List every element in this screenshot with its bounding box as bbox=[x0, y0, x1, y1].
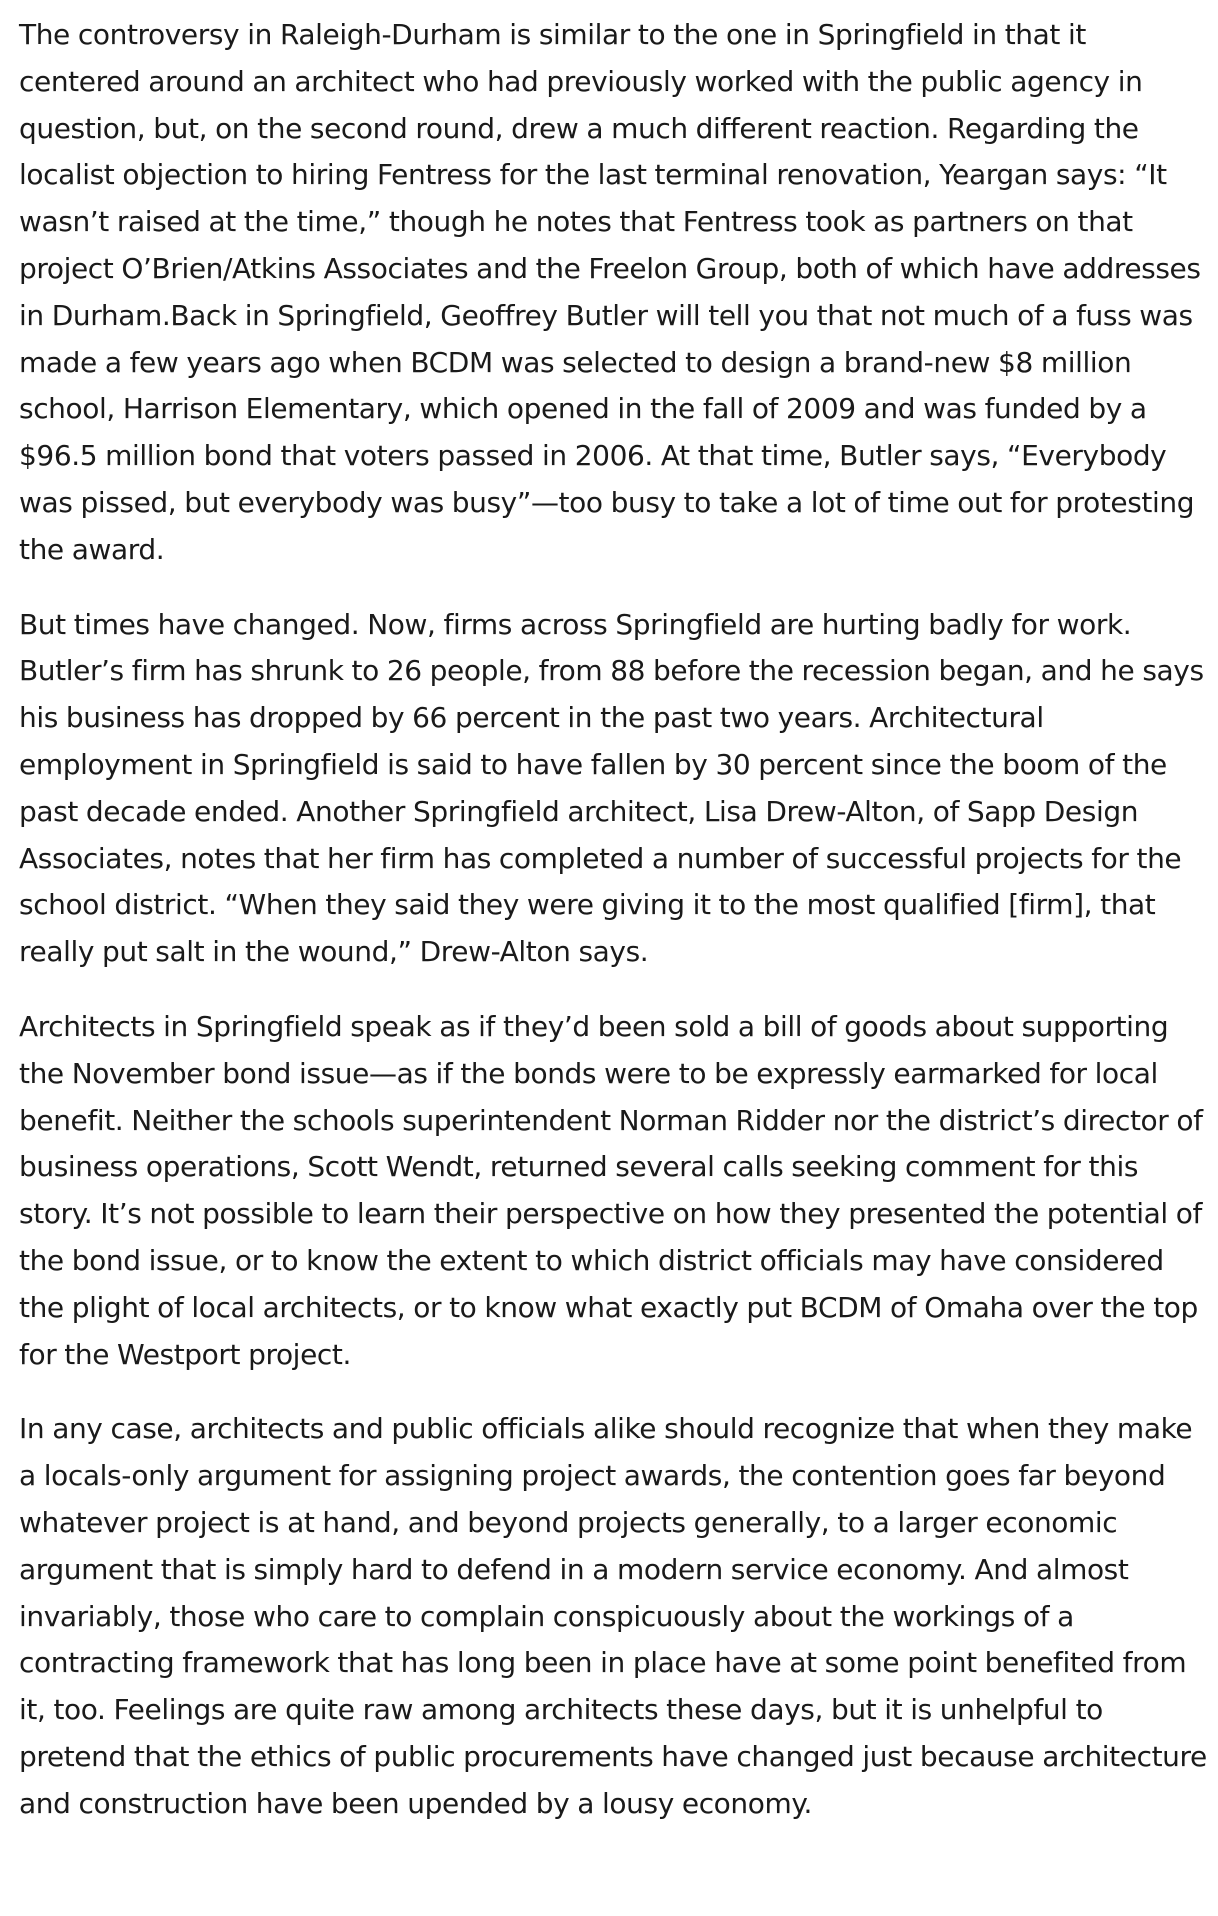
article-paragraph: But times have changed. Now, firms across Springfield are hurting badly for work. Butler’s firm has shrunk to 26 people, from 88 before the recession began, and he says his business has dropped by 66 percent in the past two years. Architectural employment in Springfield is said to have fallen by 30 percent since the boom of the past decade ended. Another Springfield architect, Lisa Drew-Alton, of Sapp Design Associates, notes that her firm has completed a number of successful projects for the school district. “When they said they were giving it to the most qualified [firm], that really put salt in the wound,” Drew-Alton says. bbox=[19, 607, 1204, 969]
article-paragraph: The controversy in Raleigh-Durham is similar to the one in Springfield in that it centered around an architect who had previously worked with the public agency in question, but, on the second round, drew a much different reaction. Regarding the localist objection to hiring Fentress for the last terminal renovation, Yeargan says: “It wasn’t raised at the time,” though he notes that Fentress took as partners on that project O’Brien/Atkins Associates and the Freelon Group, both of which have addresses in Durham.Back in Springfield, Geoffrey Butler will tell you that not much of a fuss was made a few years ago when BCDM was selected to design a brand-new $8 million school, Harrison Elementary, which opened in the fall of 2009 and was funded by a $96.5 million bond that voters passed in 2006. At that time, Butler says, “Everybody was pissed, but everybody was busy”—too busy to take a lot of time out for protesting the award. bbox=[19, 18, 1201, 566]
article-paragraph: Architects in Springfield speak as if they’d been sold a bill of goods about supporting the November bond issue—as if the bonds were to be expressly earmarked for local benefit. Neither the schools superintendent Norman Ridder nor the district’s director of business operations, Scott Wendt, returned several calls seeking comment for this story. It’s not possible to learn their perspective on how they presented the potential of the bond issue, or to know the extent to which district officials may have considered the plight of local architects, or to know what exactly put BCDM of Omaha over the top for the Westport project. bbox=[19, 1009, 1203, 1371]
article-body bbox=[19, 12, 1209, 1855]
article-paragraph: In any case, architects and public officials alike should recognize that when they make a locals-only argument for assigning project awards, the contention goes far beyond whatever project is at hand, and beyond projects generally, to a larger economic argument that is simply hard to defend in a modern service economy. And almost invariably, those who care to complain conspicuously about the workings of a contracting framework that has long been in place have at some point benefited from it, too. Feelings are quite raw among architects these days, but it is unhelpful to pretend that the ethics of public procurements have changed just because architecture and construction have been upended by a lousy economy. bbox=[19, 1412, 1207, 1820]
